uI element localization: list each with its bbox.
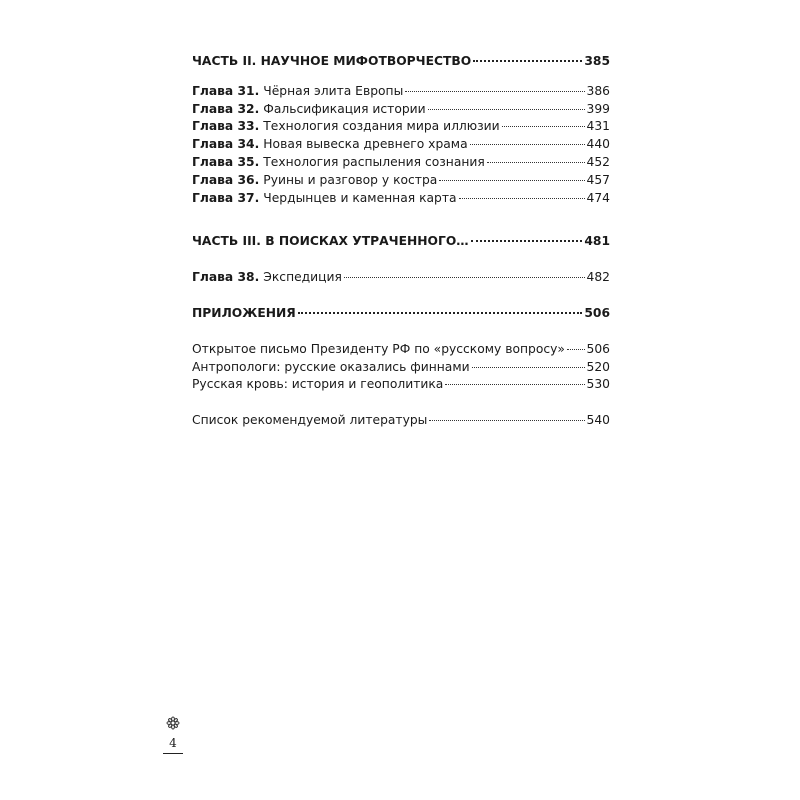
part-title: ЧАСТЬ III. В ПОИСКАХ УТРАЧЕННОГО… bbox=[192, 234, 469, 249]
chapter-title: Фальсификация истории bbox=[263, 101, 426, 116]
page-number: 530 bbox=[586, 377, 610, 392]
page-number: 399 bbox=[586, 101, 610, 116]
chapter-number: Глава 38. bbox=[192, 270, 260, 285]
chapter-title: Руины и разговор у костра bbox=[263, 172, 438, 187]
leader-dots bbox=[445, 384, 584, 385]
page-number: 482 bbox=[586, 270, 610, 285]
chapter-title: Чёрная элита Европы bbox=[263, 83, 404, 98]
page-number: 481 bbox=[584, 234, 610, 249]
chapter-number: Глава 37. bbox=[192, 190, 260, 205]
appendix-item[interactable] bbox=[192, 359, 610, 377]
leader-dots bbox=[470, 144, 585, 145]
flower-ornament-icon bbox=[163, 716, 183, 730]
chapter-36-entry[interactable] bbox=[192, 172, 610, 190]
literature-title: Список рекомендуемой литературы bbox=[192, 413, 428, 428]
page-number: 440 bbox=[586, 137, 610, 152]
page-number: 506 bbox=[586, 341, 610, 356]
chapter-title: Технология распыления сознания bbox=[263, 154, 485, 169]
chapter-title: Чердынцев и каменная карта bbox=[263, 190, 457, 205]
page-number: 520 bbox=[586, 359, 610, 374]
appendix-item[interactable] bbox=[192, 376, 610, 394]
part-2-chapter-list bbox=[192, 83, 610, 208]
chapter-32-entry[interactable] bbox=[192, 101, 610, 119]
leader-dots bbox=[344, 277, 585, 278]
page-number: 457 bbox=[586, 172, 610, 187]
page-footer bbox=[163, 716, 183, 754]
page-number: 474 bbox=[586, 190, 610, 205]
appendix-heading[interactable] bbox=[192, 305, 610, 323]
leader-dots bbox=[459, 198, 585, 199]
chapter-title: Технология создания мира иллюзии bbox=[263, 119, 500, 134]
part-2-heading[interactable] bbox=[192, 53, 610, 71]
chapter-number: Глава 31. bbox=[192, 83, 260, 98]
chapter-number: Глава 32. bbox=[192, 101, 260, 116]
page-number: 540 bbox=[586, 413, 610, 428]
literature-entry[interactable] bbox=[192, 412, 610, 430]
leader-dots bbox=[439, 180, 584, 181]
chapter-title: Экспедиция bbox=[263, 270, 342, 285]
appendix-item-title: Открытое письмо Президенту РФ по «русскому вопросу» bbox=[192, 341, 565, 356]
page-number: 506 bbox=[584, 305, 610, 320]
part-3-heading[interactable] bbox=[192, 233, 610, 251]
page-number: 452 bbox=[586, 154, 610, 169]
chapter-38-entry[interactable] bbox=[192, 269, 610, 287]
leader-dots bbox=[472, 367, 585, 368]
leader-dots bbox=[487, 162, 585, 163]
page-number: 431 bbox=[586, 119, 610, 134]
chapter-number: Глава 36. bbox=[192, 172, 260, 187]
chapter-number: Глава 35. bbox=[192, 154, 260, 169]
leader-dots bbox=[298, 312, 583, 314]
chapter-35-entry[interactable] bbox=[192, 154, 610, 172]
chapter-number: Глава 34. bbox=[192, 137, 260, 152]
leader-dots bbox=[473, 60, 582, 62]
leader-dots bbox=[502, 126, 585, 127]
appendix-item[interactable] bbox=[192, 341, 610, 359]
part-title: ЧАСТЬ II. НАУЧНОЕ МИФОТВОРЧЕСТВО bbox=[192, 54, 472, 68]
appendix-item-title: Антропологи: русские оказались финнами bbox=[192, 359, 470, 374]
page-number: 385 bbox=[584, 54, 610, 68]
page-number-footer: 4 bbox=[169, 736, 177, 750]
footer-rule bbox=[163, 753, 183, 754]
chapter-31-entry[interactable] bbox=[192, 83, 610, 101]
leader-dots bbox=[405, 91, 584, 92]
leader-dots bbox=[429, 420, 584, 421]
chapter-34-entry[interactable] bbox=[192, 136, 610, 154]
chapter-37-entry[interactable] bbox=[192, 190, 610, 208]
page-number: 386 bbox=[586, 83, 610, 98]
leader-dots bbox=[567, 349, 585, 350]
appendix-item-title: Русская кровь: история и геополитика bbox=[192, 377, 444, 392]
table-of-contents bbox=[192, 53, 610, 430]
appendix-title: ПРИЛОЖЕНИЯ bbox=[192, 305, 296, 320]
chapter-title: Новая вывеска древнего храма bbox=[263, 137, 468, 152]
chapter-number: Глава 33. bbox=[192, 119, 260, 134]
chapter-33-entry[interactable] bbox=[192, 118, 610, 136]
appendix-list bbox=[192, 341, 610, 394]
leader-dots bbox=[428, 109, 585, 110]
leader-dots bbox=[471, 240, 583, 242]
